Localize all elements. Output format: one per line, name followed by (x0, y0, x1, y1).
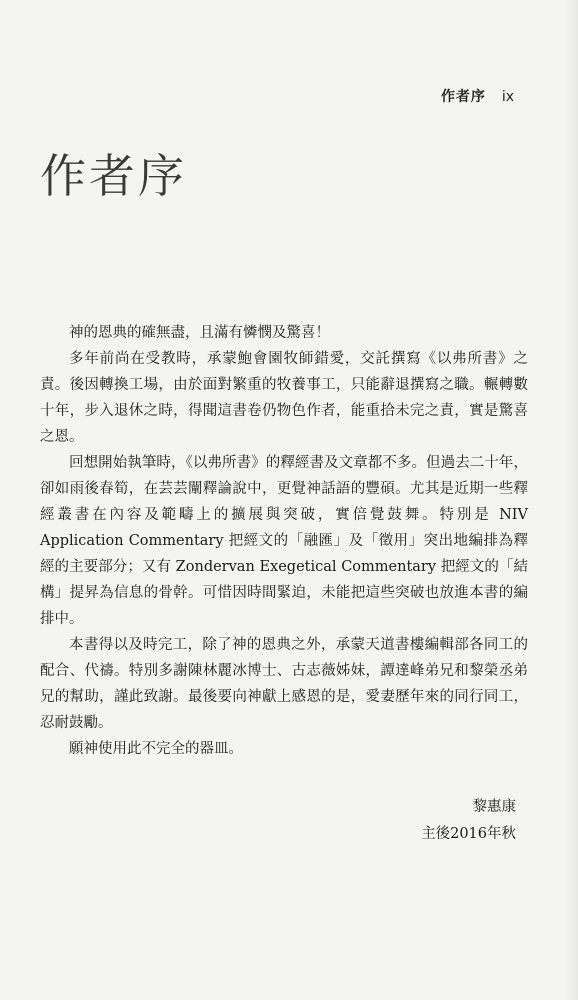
paragraph: 多年前尚在受教時，承蒙鮑會園牧師錯愛，交託撰寫《以弗所書》之責。後因轉換工場，由於面對繁重的牧養事工，只能辭退撰寫之職。輾轉數十年，步入退休之時，得聞這書卷仍物色作者，能重拾未完之責，實是驚喜之恩。 (40, 351, 528, 445)
paragraph: 願神使用此不完全的器皿。 (69, 741, 243, 757)
preface-body (40, 320, 528, 762)
paragraph: 神的恩典的確無盡，且滿有憐憫及驚喜！ (69, 325, 330, 341)
signature-block (421, 794, 516, 848)
signature-date: 主後2016年秋 (421, 826, 516, 842)
author-name: 黎惠康 (472, 799, 516, 815)
running-header (441, 86, 514, 106)
paragraph: 回想開始執筆時，《以弗所書》的釋經書及文章都不多。但過去二十年，卻如雨後春筍，在芸芸闡釋論說中，更覺神話語的豐碩。尤其是近期一些釋經叢書在內容及範疇上的擴展與突破，實倍覺鼓舞。特別是 NIV Application Commentary 把經文的「融匯」及「徵用」突出地編排為釋經的主要部分；又有 Zondervan Exegetical Commentary 把經文的「結構」提昇為信息的骨幹。可惜因時間緊迫，未能把這些突破也放進本書的編排中。 (40, 455, 528, 627)
page-number: ix (501, 89, 514, 105)
running-header-title: 作者序 (440, 89, 486, 105)
paragraph: 本書得以及時完工，除了神的恩典之外，承蒙天道書樓編輯部各同工的配合、代禱。特別多謝陳林麗冰博士、古志薇姊妹，譚達峰弟兄和黎榮丞弟兄的幫助，謹此致謝。最後要向神獻上感恩的是，愛妻歷年來的同行同工，忍耐鼓勵。 (40, 637, 528, 731)
chapter-title: 作者序 (40, 149, 187, 203)
page-edge-shadow (564, 0, 578, 1000)
